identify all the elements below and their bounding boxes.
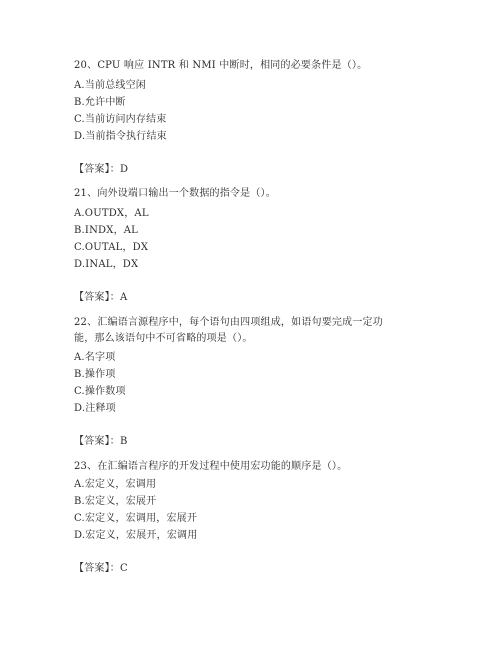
option-c: C.当前访问内存结束 [74, 114, 167, 125]
option-a: A.OUTDX，AL [74, 208, 149, 219]
option-a: A.当前总线空闲 [74, 80, 147, 91]
answer-line: 【答案】：C [74, 563, 128, 574]
option-d: D.当前指令执行结束 [74, 131, 167, 142]
option-a: A.宏定义，宏调用 [74, 479, 157, 490]
option-b: B.宏定义，宏展开 [74, 496, 157, 507]
option-a: A.名字项 [74, 352, 116, 363]
option-c: C.宏定义，宏调用，宏展开 [74, 513, 198, 524]
answer-line: 【答案】：A [74, 292, 128, 303]
option-d: D.注释项 [74, 403, 116, 414]
option-c: C.操作数项 [74, 386, 126, 397]
option-b: B.INDX，AL [74, 225, 139, 236]
answer-line: 【答案】：B [74, 436, 128, 447]
option-b: B.允许中断 [74, 97, 126, 108]
option-b: B.操作项 [74, 369, 116, 380]
question-stem: 21、向外设端口输出一个数据的指令是（）。 [74, 188, 276, 199]
question-stem: 23、在汇编语言程序的开发过程中使用宏功能的顺序是（）。 [74, 461, 348, 472]
option-d: D.宏定义，宏展开，宏调用 [74, 530, 198, 541]
question-stem: 20、CPU 响应 INTR 和 NMI 中断时，相同的必要条件是（）。 [74, 60, 368, 71]
answer-line: 【答案】：D [74, 164, 129, 175]
option-c: C.OUTAL，DX [74, 242, 149, 253]
option-d: D.INAL，DX [74, 259, 139, 270]
question-stem-continued: 能，那么该语句中不可省略的项是（）。 [74, 333, 253, 344]
question-stem: 22、汇编语言源程序中，每个语句由四项组成，如语句要完成一定功 [74, 317, 383, 328]
